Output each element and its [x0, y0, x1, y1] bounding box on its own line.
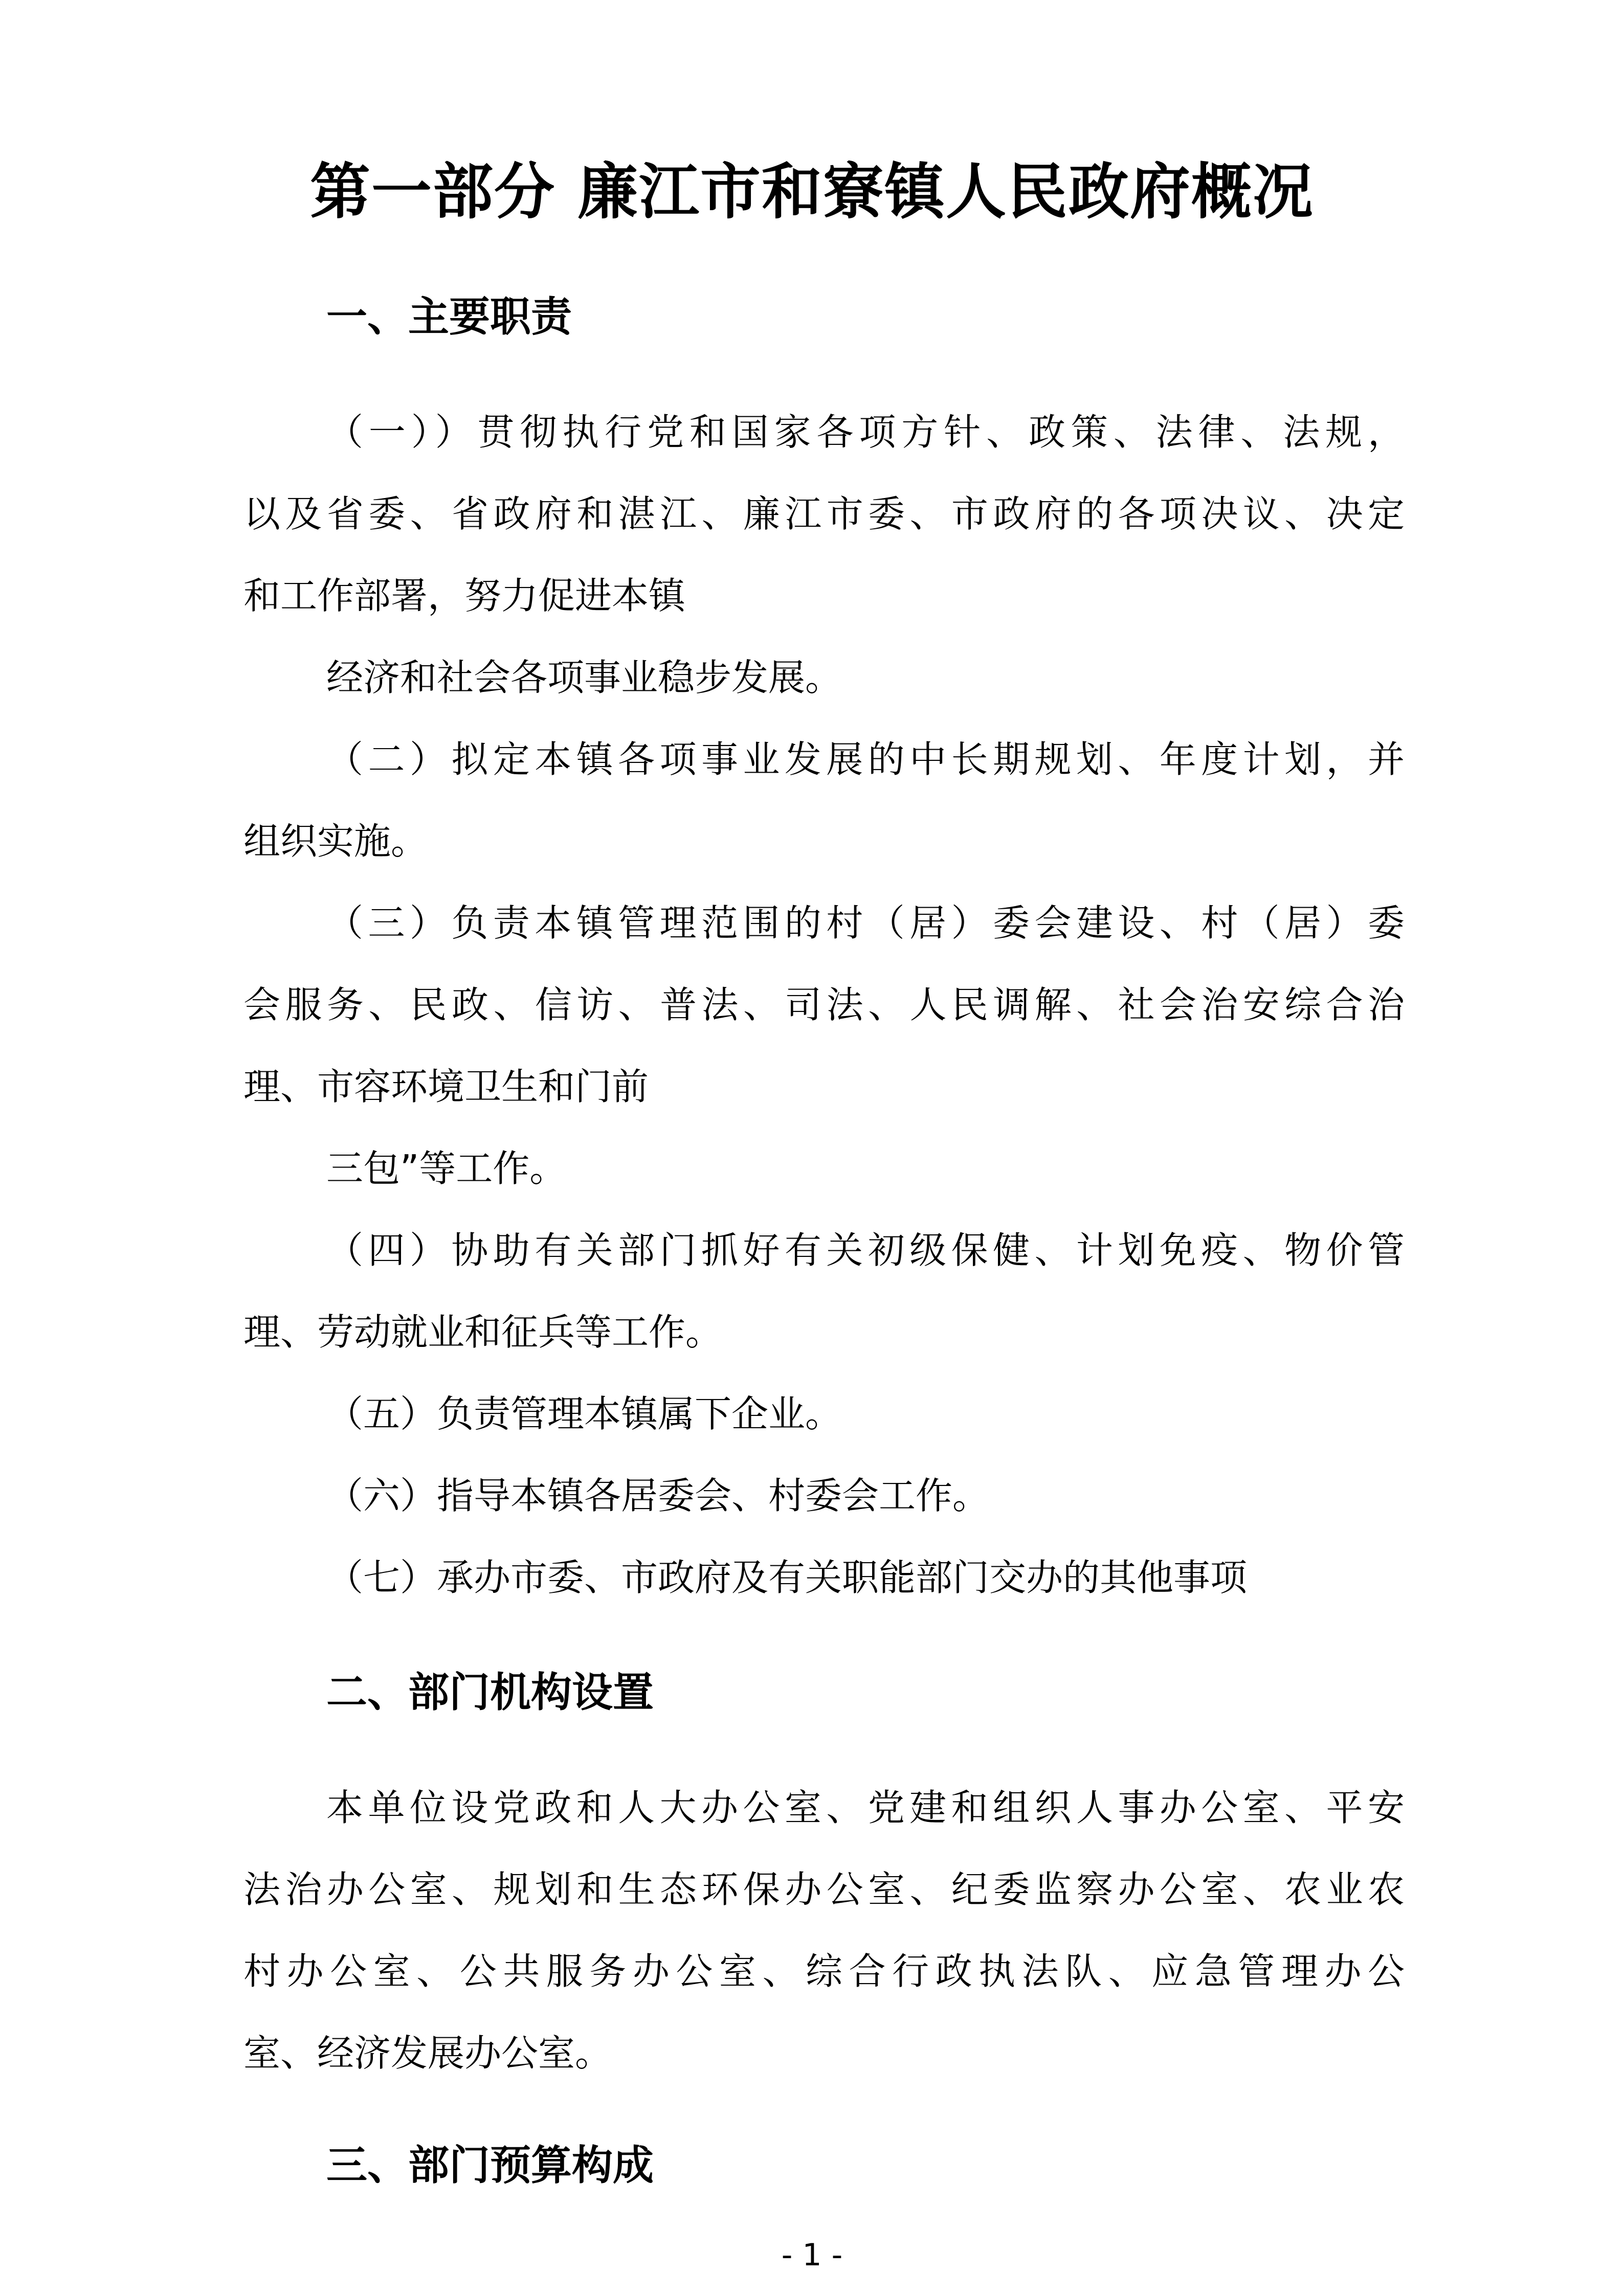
- duty-line: （五）负责管理本镇属下企业。: [326, 1392, 842, 1435]
- duty-line: 组织实施。: [243, 820, 428, 863]
- duty-line: 经济和社会各项事业稳步发展。: [326, 656, 842, 699]
- duty-line: （一））贯彻执行党和国家各项方针、政策、法律、法规，: [326, 411, 1405, 454]
- duty-line: （四）协助有关部门抓好有关初级保健、计划免疫、物价管: [326, 1229, 1405, 1272]
- structure-line: 村办公室、公共服务办公室、综合行政执法队、应急管理办公: [243, 1950, 1405, 1993]
- duty-line: （六）指导本镇各居委会、村委会工作。: [326, 1474, 990, 1517]
- structure-line: 法治办公室、规划和生态环保办公室、纪委监察办公室、农业农: [243, 1868, 1405, 1911]
- duty-line: 以及省委、省政府和湛江、廉江市委、市政府的各项决议、决定: [243, 492, 1405, 535]
- section-heading-budget-composition: 三、部门预算构成: [326, 2142, 654, 2189]
- structure-line: 室、经济发展办公室。: [243, 2032, 612, 2075]
- section-heading-main-duties: 一、主要职责: [326, 293, 572, 341]
- duty-line: 三包”等工作。: [326, 1147, 567, 1190]
- section-heading-department-structure: 二、部门机构设置: [326, 1669, 654, 1716]
- duty-line: （七）承办市委、市政府及有关职能部门交办的其他事项: [326, 1556, 1248, 1599]
- page-number: - 1 -: [781, 2237, 843, 2273]
- duty-line: （三）负责本镇管理范围的村（居）委会建设、村（居）委: [326, 902, 1405, 944]
- duty-line: 和工作部署，努力促进本镇: [243, 574, 686, 617]
- duty-line: 理、劳动就业和征兵等工作。: [243, 1311, 723, 1354]
- structure-line: 本单位设党政和人大办公室、党建和组织人事办公室、平安: [326, 1786, 1405, 1829]
- duty-line: （二）拟定本镇各项事业发展的中长期规划、年度计划，并: [326, 738, 1405, 781]
- duty-line: 理、市容环境卫生和门前: [243, 1065, 649, 1108]
- duty-line: 会服务、民政、信访、普法、司法、人民调解、社会治安综合治: [243, 983, 1405, 1026]
- page-title: 第一部分 廉江市和寮镇人民政府概况: [309, 156, 1315, 227]
